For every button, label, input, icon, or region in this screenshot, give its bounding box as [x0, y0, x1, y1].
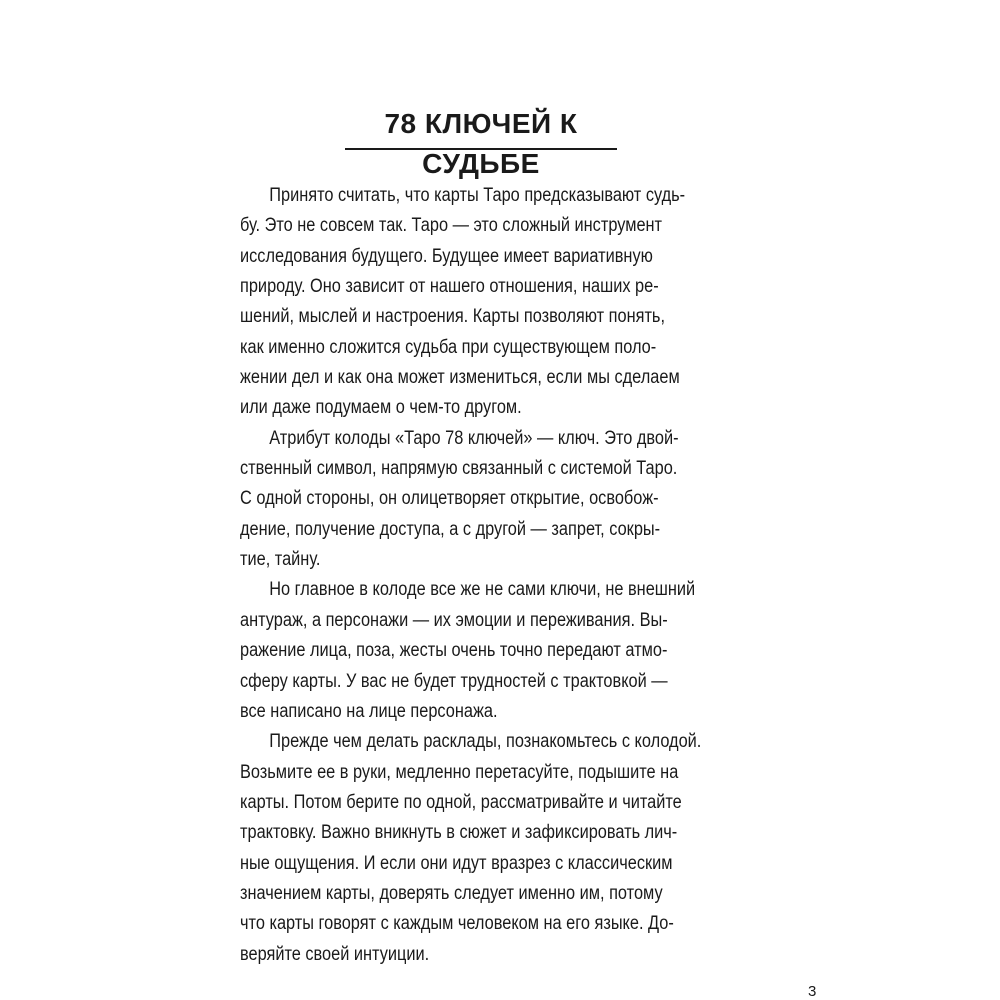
page-title: 78 КЛЮЧЕЙ К СУДЬБЕ	[384, 108, 578, 179]
text-line: Возьмите ее в руки, медленно перетасуйте, подышите на	[240, 761, 679, 783]
text-line: или даже подумаем о чем-то другом.	[240, 397, 522, 419]
text-line: веряйте своей интуиции.	[240, 943, 430, 965]
text-line: дение, получение доступа, а с другой — запрет, сокры-	[240, 518, 661, 540]
paragraph	[240, 424, 679, 576]
text-line: ные ощущения. И если они идут вразрез с классическим	[240, 852, 673, 874]
text-line: все написано на лице персонажа.	[240, 700, 498, 722]
text-line: значением карты, доверять следует именно им, потому	[240, 882, 663, 904]
text-line: ственный символ, напрямую связанный с системой Таро.	[240, 458, 678, 480]
text-line: ражение лица, поза, жесты очень точно передают атмо-	[240, 640, 668, 662]
text-line: природу. Оно зависит от нашего отношения, наших ре-	[240, 276, 659, 298]
text-line: Прежде чем делать расклады, познакомьтесь с колодой.	[269, 731, 702, 753]
text-line: что карты говорят с каждым человеком на его языке. До-	[240, 913, 674, 935]
text-line: С одной стороны, он олицетворяет открытие, освобож-	[240, 488, 659, 510]
title-underline	[345, 148, 617, 150]
text-line: карты. Потом берите по одной, рассматривайте и читайте	[240, 791, 682, 813]
text-line: жении дел и как она может измениться, если мы сделаем	[240, 367, 680, 389]
text-line: тие, тайну.	[240, 549, 321, 571]
text-line: Атрибут колоды «Таро 78 ключей» — ключ. Это двой-	[269, 427, 679, 449]
paragraph	[240, 575, 696, 727]
page-number: 3	[808, 983, 817, 1000]
text-line: бу. Это не совсем так. Таро — это сложный инструмент	[240, 215, 663, 237]
text-line: антураж, а персонажи — их эмоции и переживания. Вы-	[240, 609, 668, 631]
text-line: шений, мыслей и настроения. Карты позволяют понять,	[240, 306, 665, 328]
text-line: трактовку. Важно вникнуть в сюжет и зафиксировать лич-	[240, 822, 678, 844]
body-text	[240, 181, 702, 970]
text-line: сферу карты. У вас не будет трудностей с трактовкой —	[240, 670, 668, 692]
text-line: Но главное в колоде все же не сами ключи, не внешний	[269, 579, 696, 601]
text-line: Принято считать, что карты Таро предсказывают судь-	[269, 185, 686, 206]
text-line: как именно сложится судьба при существующем поло-	[240, 336, 657, 358]
text-line: исследования будущего. Будущее имеет вариативную	[240, 245, 653, 267]
paragraph	[240, 181, 686, 424]
paragraph	[240, 727, 702, 970]
